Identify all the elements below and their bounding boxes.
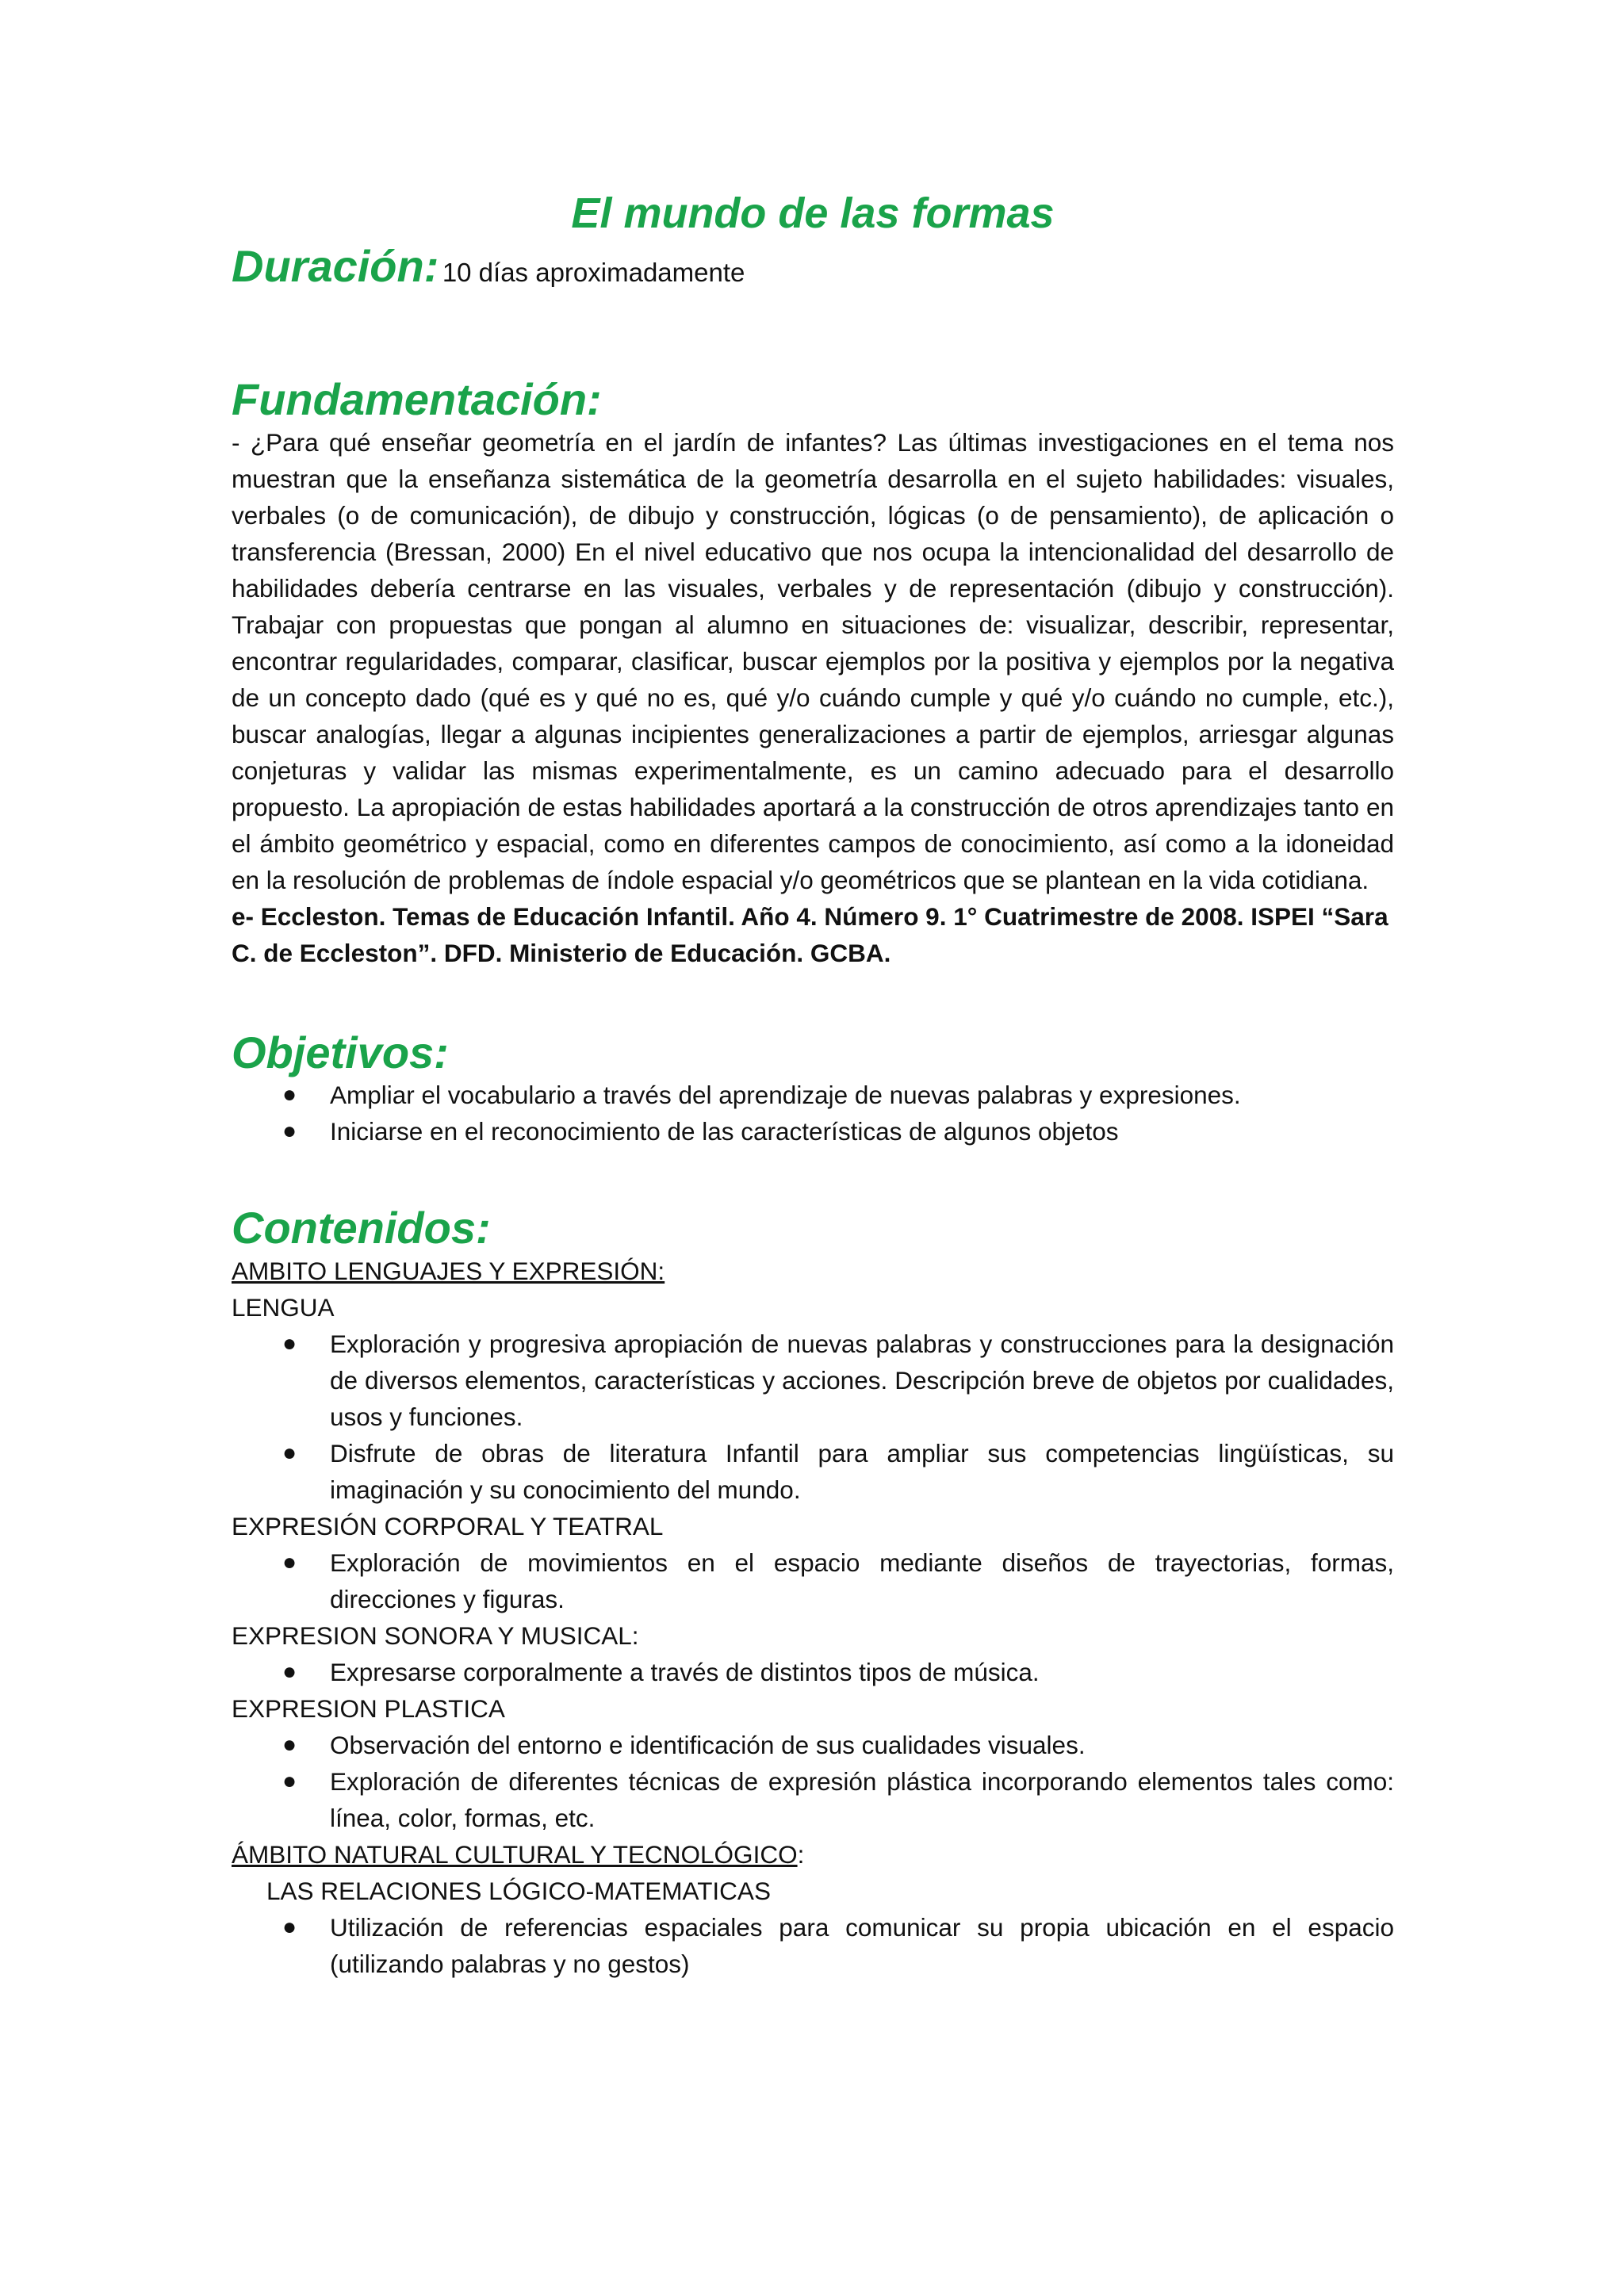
corporal-label: EXPRESIÓN CORPORAL Y TEATRAL <box>232 1511 664 1540</box>
corporal-list <box>232 1544 1394 1617</box>
list-item: ● Exploración de diferentes técnicas de expresión plástica incorporando elementos tales como: línea, color, formas, etc. <box>330 1763 1394 1836</box>
list-item: ● Exploración y progresiva apropiación de nuevas palabras y construcciones para la designación de diversos elementos, características y acciones. Descripción breve de objetos por cualidades, usos y funciones. <box>330 1326 1394 1435</box>
fundamentacion-heading: Fundamentación: <box>232 373 602 424</box>
list-item: ● Observación del entorno e identificación de sus cualidades visuales. <box>330 1727 1394 1763</box>
fundamentacion-section <box>232 375 1394 971</box>
list-item: ● Expresarse corporalmente a través de distintos tipos de música. <box>330 1654 1394 1690</box>
logico-label: LAS RELACIONES LÓGICO-MATEMATICAS <box>266 1876 771 1905</box>
objetivos-section <box>232 1028 1394 1150</box>
document-title: El mundo de las formas <box>571 189 1055 237</box>
list-item: ● Utilización de referencias espaciales para comunicar su propia ubicación en el espacio (utilizando palabras y no gestos) <box>330 1909 1394 1982</box>
document-page <box>232 190 1394 1982</box>
lengua-list <box>232 1326 1394 1508</box>
sonora-list <box>232 1654 1394 1690</box>
bullet-icon: ● <box>282 1767 297 1794</box>
bullet-icon: ● <box>282 1330 297 1357</box>
bullet-icon: ● <box>282 1081 297 1108</box>
list-item: ● Ampliar el vocabulario a través del aprendizaje de nuevas palabras y expresiones. <box>330 1077 1394 1113</box>
bullet-icon: ● <box>282 1118 297 1145</box>
ambito-lenguajes-label: AMBITO LENGUAJES Y EXPRESIÓN: <box>232 1256 665 1285</box>
list-item: ● Disfrute de obras de literatura Infantil para ampliar sus competencias lingüísticas, su imaginación y su conocimiento del mundo. <box>330 1435 1394 1508</box>
plastica-label: EXPRESION PLASTICA <box>232 1693 505 1723</box>
contenidos-heading: Contenidos: <box>232 1203 491 1253</box>
bullet-icon: ● <box>282 1731 297 1758</box>
bullet-icon: ● <box>282 1658 297 1685</box>
logico-list <box>232 1909 1394 1982</box>
plastica-list <box>232 1727 1394 1836</box>
fundamentacion-body: - ¿Para qué enseñar geometría en el jardín de infantes? Las últimas investigaciones en el tema nos muestran que la enseñanza sistemática de la geometría desarrolla en el sujeto habilidades: visuales, verbales (o de comunicación), de dibujo y construcción, lógicas (o de pensamiento), de aplicación o transferencia (Bressan, 2000) En el nivel educativo que nos ocupa la intencionalidad del desarrollo de habilidades debería centrarse en las visuales, verbales y de representación (dibujo y construcción). Trabajar con propuestas que pongan al alumno en situaciones de: visualizar, describir, representar, encontrar regularidades, comparar, clasificar, buscar ejemplos por la positiva y ejemplos por la negativa de un concepto dado (qué es y qué no es, qué y/o cuándo cumple y qué y/o cuándo no cumple, etc.), buscar analogías, llegar a algunas incipientes generalizaciones a partir de ejemplos, arriesgar algunas conjeturas y validar las mismas experimentalmente, es un camino adecuado para el desarrollo propuesto. La apropiación de estas habilidades aportará a la construcción de otros aprendizajes tanto en el ámbito geométrico y espacial, como en diferentes campos de conocimiento, así como a la idoneidad en la resolución de problemas de índole espacial y/o geométricos que se plantean en la vida cotidiana. <box>232 427 1394 894</box>
duracion-value: 10 días aproximadamente <box>442 258 745 288</box>
objetivos-list <box>232 1077 1394 1150</box>
ambito-natural-label: ÁMBITO NATURAL CULTURAL Y TECNOLÓGICO: <box>232 1839 805 1869</box>
contenidos-section <box>232 1203 1394 1982</box>
sonora-label: EXPRESION SONORA Y MUSICAL: <box>232 1621 639 1650</box>
duracion-heading: Duración: <box>232 241 439 292</box>
bullet-icon: ● <box>282 1439 297 1466</box>
fundamentacion-reference: e- Eccleston. Temas de Educación Infantil. Año 4. Número 9. 1° Cuatrimestre de 2008. ISPEI “Sara C. de Eccleston”. DFD. Ministerio de Educación. GCBA. <box>232 901 1388 967</box>
duracion-line <box>232 242 1394 291</box>
bullet-icon: ● <box>282 1913 297 1940</box>
lengua-label: LENGUA <box>232 1292 335 1322</box>
objetivos-heading: Objetivos: <box>232 1027 449 1077</box>
bullet-icon: ● <box>282 1548 297 1575</box>
list-item: ● Iniciarse en el reconocimiento de las características de algunos objetos <box>330 1113 1394 1150</box>
list-item: ● Exploración de movimientos en el espacio mediante diseños de trayectorias, formas, direcciones y figuras. <box>330 1544 1394 1617</box>
